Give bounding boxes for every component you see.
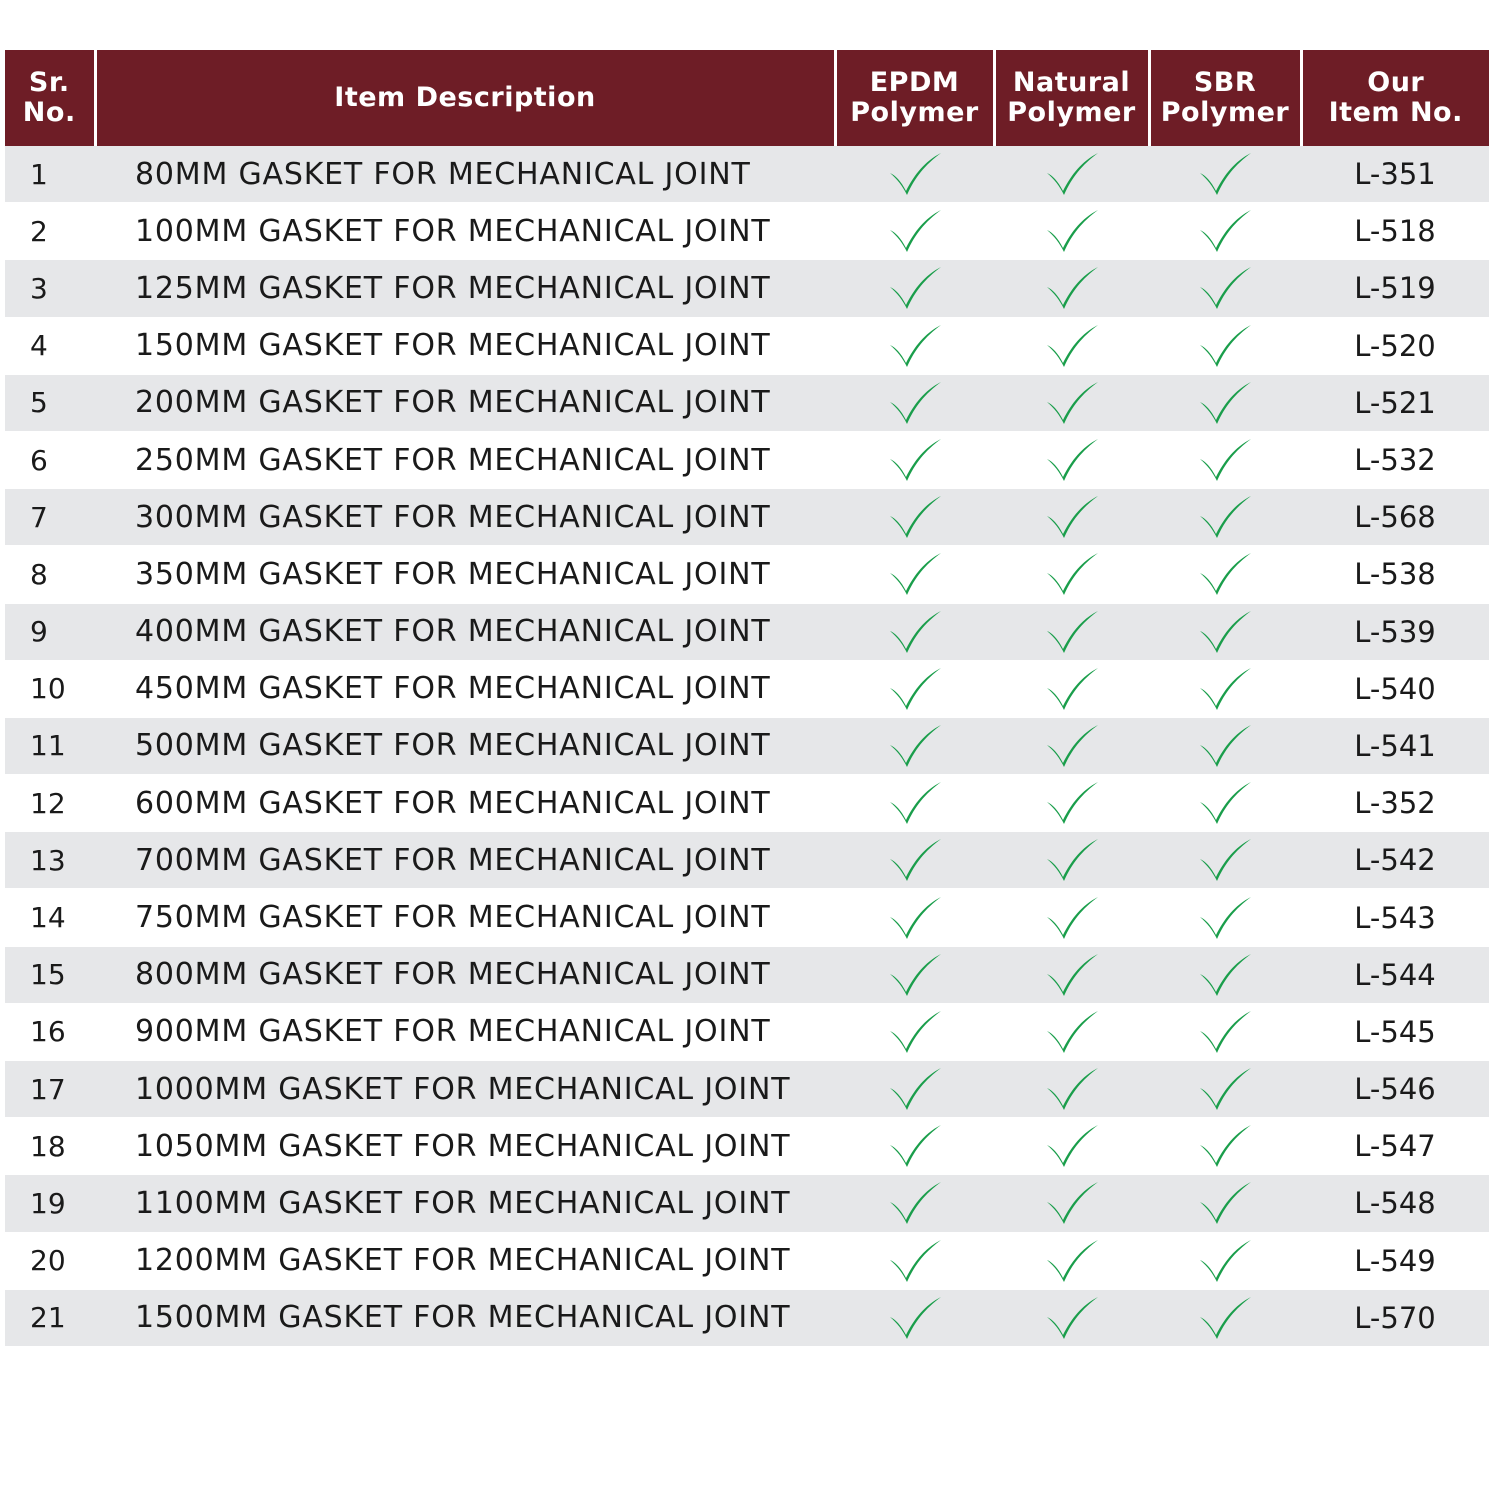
table-row bbox=[5, 317, 1489, 374]
cell-item-description: 400MM GASKET FOR MECHANICAL JOINT bbox=[95, 603, 835, 660]
checkmark-icon bbox=[1044, 437, 1100, 483]
cell-sr-no: 11 bbox=[5, 717, 95, 774]
table-row bbox=[5, 1003, 1489, 1060]
checkmark-icon bbox=[887, 551, 943, 597]
cell-item-description: 1050MM GASKET FOR MECHANICAL JOINT bbox=[95, 1118, 835, 1175]
cell-epdm-availability bbox=[835, 717, 994, 774]
cell-our-item-no: L-519 bbox=[1301, 260, 1489, 317]
cell-item-description: 125MM GASKET FOR MECHANICAL JOINT bbox=[95, 260, 835, 317]
table-row bbox=[5, 717, 1489, 774]
header-line: Polymer bbox=[850, 97, 979, 128]
cell-natural-availability bbox=[994, 1061, 1149, 1118]
cell-item-description: 500MM GASKET FOR MECHANICAL JOINT bbox=[95, 717, 835, 774]
cell-natural-availability bbox=[994, 603, 1149, 660]
cell-epdm-availability bbox=[835, 431, 994, 488]
table-row bbox=[5, 546, 1489, 603]
cell-our-item-no: L-544 bbox=[1301, 946, 1489, 1003]
table-row bbox=[5, 889, 1489, 946]
checkmark-icon bbox=[1197, 952, 1253, 998]
header-natural-polymer bbox=[994, 50, 1149, 146]
header-line: Natural bbox=[1012, 67, 1131, 98]
checkmark-icon bbox=[1044, 265, 1100, 311]
header-row bbox=[5, 50, 1489, 146]
cell-sbr-availability bbox=[1149, 1232, 1301, 1289]
cell-sbr-availability bbox=[1149, 203, 1301, 260]
cell-sr-no: 6 bbox=[5, 431, 95, 488]
checkmark-icon bbox=[887, 208, 943, 254]
cell-sbr-availability bbox=[1149, 317, 1301, 374]
cell-epdm-availability bbox=[835, 489, 994, 546]
table-body bbox=[5, 146, 1489, 1346]
checkmark-icon bbox=[1197, 609, 1253, 655]
cell-our-item-no: L-545 bbox=[1301, 1003, 1489, 1060]
cell-sbr-availability bbox=[1149, 889, 1301, 946]
header-line: SBR bbox=[1193, 67, 1257, 98]
header-our-item-no bbox=[1301, 50, 1489, 146]
checkmark-icon bbox=[887, 494, 943, 540]
table-row bbox=[5, 203, 1489, 260]
checkmark-icon bbox=[1044, 1180, 1100, 1226]
table-row bbox=[5, 1289, 1489, 1346]
cell-natural-availability bbox=[994, 431, 1149, 488]
cell-epdm-availability bbox=[835, 146, 994, 203]
checkmark-icon bbox=[1197, 1295, 1253, 1341]
cell-our-item-no: L-547 bbox=[1301, 1118, 1489, 1175]
cell-epdm-availability bbox=[835, 1061, 994, 1118]
checkmark-icon bbox=[887, 265, 943, 311]
cell-sbr-availability bbox=[1149, 546, 1301, 603]
cell-natural-availability bbox=[994, 1175, 1149, 1232]
cell-sr-no: 20 bbox=[5, 1232, 95, 1289]
cell-sr-no: 21 bbox=[5, 1289, 95, 1346]
cell-sr-no: 13 bbox=[5, 832, 95, 889]
table-row bbox=[5, 374, 1489, 431]
cell-sbr-availability bbox=[1149, 775, 1301, 832]
checkmark-icon bbox=[1197, 1180, 1253, 1226]
cell-item-description: 600MM GASKET FOR MECHANICAL JOINT bbox=[95, 775, 835, 832]
cell-sr-no: 18 bbox=[5, 1118, 95, 1175]
checkmark-icon bbox=[1197, 895, 1253, 941]
checkmark-icon bbox=[1197, 323, 1253, 369]
cell-sr-no: 19 bbox=[5, 1175, 95, 1232]
checkmark-icon bbox=[1044, 895, 1100, 941]
checkmark-icon bbox=[887, 952, 943, 998]
header-line: No. bbox=[22, 97, 76, 128]
cell-sbr-availability bbox=[1149, 431, 1301, 488]
cell-sr-no: 16 bbox=[5, 1003, 95, 1060]
cell-epdm-availability bbox=[835, 1175, 994, 1232]
cell-natural-availability bbox=[994, 260, 1149, 317]
cell-item-description: 1200MM GASKET FOR MECHANICAL JOINT bbox=[95, 1232, 835, 1289]
header-line: Polymer bbox=[1160, 97, 1290, 128]
cell-our-item-no: L-539 bbox=[1301, 603, 1489, 660]
cell-sbr-availability bbox=[1149, 1061, 1301, 1118]
cell-item-description: 250MM GASKET FOR MECHANICAL JOINT bbox=[95, 431, 835, 488]
cell-natural-availability bbox=[994, 546, 1149, 603]
cell-epdm-availability bbox=[835, 1232, 994, 1289]
checkmark-icon bbox=[1197, 666, 1253, 712]
checkmark-icon bbox=[887, 1180, 943, 1226]
cell-sr-no: 15 bbox=[5, 946, 95, 1003]
checkmark-icon bbox=[1044, 1295, 1100, 1341]
product-table-container bbox=[5, 50, 1489, 1347]
cell-sbr-availability bbox=[1149, 660, 1301, 717]
checkmark-icon bbox=[887, 151, 943, 197]
cell-natural-availability bbox=[994, 717, 1149, 774]
checkmark-icon bbox=[1044, 780, 1100, 826]
cell-natural-availability bbox=[994, 660, 1149, 717]
cell-item-description: 1000MM GASKET FOR MECHANICAL JOINT bbox=[95, 1061, 835, 1118]
checkmark-icon bbox=[1044, 494, 1100, 540]
cell-natural-availability bbox=[994, 146, 1149, 203]
table-header bbox=[5, 50, 1489, 146]
cell-sbr-availability bbox=[1149, 603, 1301, 660]
header-line: Item Description bbox=[334, 82, 596, 113]
cell-epdm-availability bbox=[835, 1118, 994, 1175]
cell-sbr-availability bbox=[1149, 717, 1301, 774]
checkmark-icon bbox=[1044, 1238, 1100, 1284]
checkmark-icon bbox=[1044, 609, 1100, 655]
checkmark-icon bbox=[887, 666, 943, 712]
cell-item-description: 300MM GASKET FOR MECHANICAL JOINT bbox=[95, 489, 835, 546]
checkmark-icon bbox=[887, 837, 943, 883]
cell-our-item-no: L-546 bbox=[1301, 1061, 1489, 1118]
cell-item-description: 100MM GASKET FOR MECHANICAL JOINT bbox=[95, 203, 835, 260]
cell-natural-availability bbox=[994, 489, 1149, 546]
cell-our-item-no: L-548 bbox=[1301, 1175, 1489, 1232]
checkmark-icon bbox=[887, 323, 943, 369]
cell-sbr-availability bbox=[1149, 946, 1301, 1003]
cell-epdm-availability bbox=[835, 946, 994, 1003]
table-row bbox=[5, 431, 1489, 488]
table-row bbox=[5, 775, 1489, 832]
checkmark-icon bbox=[1197, 494, 1253, 540]
cell-epdm-availability bbox=[835, 775, 994, 832]
gasket-product-table bbox=[5, 50, 1489, 1347]
cell-sr-no: 14 bbox=[5, 889, 95, 946]
cell-item-description: 80MM GASKET FOR MECHANICAL JOINT bbox=[95, 146, 835, 203]
header-epdm-polymer bbox=[835, 50, 994, 146]
cell-our-item-no: L-538 bbox=[1301, 546, 1489, 603]
cell-item-description: 1100MM GASKET FOR MECHANICAL JOINT bbox=[95, 1175, 835, 1232]
cell-item-description: 900MM GASKET FOR MECHANICAL JOINT bbox=[95, 1003, 835, 1060]
cell-epdm-availability bbox=[835, 1003, 994, 1060]
checkmark-icon bbox=[1044, 666, 1100, 712]
cell-sbr-availability bbox=[1149, 146, 1301, 203]
checkmark-icon bbox=[1197, 551, 1253, 597]
header-sr-no bbox=[5, 50, 95, 146]
checkmark-icon bbox=[887, 380, 943, 426]
checkmark-icon bbox=[1197, 151, 1253, 197]
cell-our-item-no: L-570 bbox=[1301, 1289, 1489, 1346]
header-line: Sr. bbox=[28, 67, 70, 98]
cell-epdm-availability bbox=[835, 660, 994, 717]
table-row bbox=[5, 489, 1489, 546]
cell-sr-no: 3 bbox=[5, 260, 95, 317]
cell-sr-no: 8 bbox=[5, 546, 95, 603]
table-row bbox=[5, 1232, 1489, 1289]
cell-our-item-no: L-543 bbox=[1301, 889, 1489, 946]
cell-sbr-availability bbox=[1149, 1289, 1301, 1346]
cell-our-item-no: L-520 bbox=[1301, 317, 1489, 374]
cell-natural-availability bbox=[994, 374, 1149, 431]
cell-item-description: 750MM GASKET FOR MECHANICAL JOINT bbox=[95, 889, 835, 946]
cell-item-description: 150MM GASKET FOR MECHANICAL JOINT bbox=[95, 317, 835, 374]
checkmark-icon bbox=[1197, 380, 1253, 426]
cell-sr-no: 12 bbox=[5, 775, 95, 832]
cell-natural-availability bbox=[994, 775, 1149, 832]
cell-natural-availability bbox=[994, 203, 1149, 260]
cell-our-item-no: L-352 bbox=[1301, 775, 1489, 832]
cell-sbr-availability bbox=[1149, 832, 1301, 889]
cell-epdm-availability bbox=[835, 260, 994, 317]
checkmark-icon bbox=[887, 780, 943, 826]
header-line: Item No. bbox=[1328, 97, 1463, 128]
cell-our-item-no: L-568 bbox=[1301, 489, 1489, 546]
cell-our-item-no: L-540 bbox=[1301, 660, 1489, 717]
checkmark-icon bbox=[1197, 1009, 1253, 1055]
header-line: EPDM bbox=[869, 67, 960, 98]
cell-sr-no: 17 bbox=[5, 1061, 95, 1118]
checkmark-icon bbox=[887, 1295, 943, 1341]
cell-sbr-availability bbox=[1149, 1003, 1301, 1060]
cell-our-item-no: L-542 bbox=[1301, 832, 1489, 889]
checkmark-icon bbox=[1044, 551, 1100, 597]
cell-our-item-no: L-532 bbox=[1301, 431, 1489, 488]
table-row bbox=[5, 260, 1489, 317]
header-line: Our bbox=[1367, 67, 1425, 98]
checkmark-icon bbox=[1044, 151, 1100, 197]
checkmark-icon bbox=[1197, 208, 1253, 254]
cell-sbr-availability bbox=[1149, 260, 1301, 317]
cell-natural-availability bbox=[994, 832, 1149, 889]
cell-natural-availability bbox=[994, 946, 1149, 1003]
checkmark-icon bbox=[887, 723, 943, 769]
cell-our-item-no: L-518 bbox=[1301, 203, 1489, 260]
header-line: Polymer bbox=[1007, 97, 1136, 128]
checkmark-icon bbox=[1197, 1066, 1253, 1112]
cell-epdm-availability bbox=[835, 203, 994, 260]
checkmark-icon bbox=[887, 1123, 943, 1169]
table-row bbox=[5, 146, 1489, 203]
cell-epdm-availability bbox=[835, 889, 994, 946]
checkmark-icon bbox=[1044, 1123, 1100, 1169]
header-item-description bbox=[95, 50, 835, 146]
cell-our-item-no: L-549 bbox=[1301, 1232, 1489, 1289]
cell-sbr-availability bbox=[1149, 489, 1301, 546]
table-row bbox=[5, 603, 1489, 660]
table-row bbox=[5, 1118, 1489, 1175]
cell-sbr-availability bbox=[1149, 1175, 1301, 1232]
table-row bbox=[5, 660, 1489, 717]
table-row bbox=[5, 1061, 1489, 1118]
checkmark-icon bbox=[887, 1009, 943, 1055]
cell-item-description: 350MM GASKET FOR MECHANICAL JOINT bbox=[95, 546, 835, 603]
cell-sr-no: 5 bbox=[5, 374, 95, 431]
table-row bbox=[5, 832, 1489, 889]
cell-our-item-no: L-521 bbox=[1301, 374, 1489, 431]
cell-epdm-availability bbox=[835, 1289, 994, 1346]
checkmark-icon bbox=[887, 1066, 943, 1112]
cell-epdm-availability bbox=[835, 317, 994, 374]
checkmark-icon bbox=[1044, 1066, 1100, 1112]
cell-item-description: 1500MM GASKET FOR MECHANICAL JOINT bbox=[95, 1289, 835, 1346]
cell-epdm-availability bbox=[835, 832, 994, 889]
checkmark-icon bbox=[1197, 780, 1253, 826]
table-row bbox=[5, 946, 1489, 1003]
checkmark-icon bbox=[1197, 265, 1253, 311]
checkmark-icon bbox=[1197, 1238, 1253, 1284]
cell-epdm-availability bbox=[835, 546, 994, 603]
cell-our-item-no: L-351 bbox=[1301, 146, 1489, 203]
cell-sr-no: 9 bbox=[5, 603, 95, 660]
checkmark-icon bbox=[887, 895, 943, 941]
cell-item-description: 200MM GASKET FOR MECHANICAL JOINT bbox=[95, 374, 835, 431]
cell-item-description: 700MM GASKET FOR MECHANICAL JOINT bbox=[95, 832, 835, 889]
cell-natural-availability bbox=[994, 317, 1149, 374]
checkmark-icon bbox=[1044, 723, 1100, 769]
cell-natural-availability bbox=[994, 1289, 1149, 1346]
checkmark-icon bbox=[887, 1238, 943, 1284]
cell-natural-availability bbox=[994, 1232, 1149, 1289]
checkmark-icon bbox=[1044, 208, 1100, 254]
checkmark-icon bbox=[1044, 952, 1100, 998]
checkmark-icon bbox=[1044, 380, 1100, 426]
cell-item-description: 800MM GASKET FOR MECHANICAL JOINT bbox=[95, 946, 835, 1003]
checkmark-icon bbox=[887, 437, 943, 483]
checkmark-icon bbox=[887, 609, 943, 655]
cell-sr-no: 10 bbox=[5, 660, 95, 717]
cell-sr-no: 1 bbox=[5, 146, 95, 203]
table-row bbox=[5, 1175, 1489, 1232]
cell-sbr-availability bbox=[1149, 374, 1301, 431]
header-sbr-polymer bbox=[1149, 50, 1301, 146]
checkmark-icon bbox=[1044, 837, 1100, 883]
cell-epdm-availability bbox=[835, 603, 994, 660]
cell-sr-no: 4 bbox=[5, 317, 95, 374]
cell-our-item-no: L-541 bbox=[1301, 717, 1489, 774]
cell-epdm-availability bbox=[835, 374, 994, 431]
checkmark-icon bbox=[1044, 1009, 1100, 1055]
checkmark-icon bbox=[1197, 837, 1253, 883]
cell-natural-availability bbox=[994, 889, 1149, 946]
cell-natural-availability bbox=[994, 1118, 1149, 1175]
checkmark-icon bbox=[1197, 437, 1253, 483]
checkmark-icon bbox=[1197, 1123, 1253, 1169]
checkmark-icon bbox=[1044, 323, 1100, 369]
cell-sbr-availability bbox=[1149, 1118, 1301, 1175]
cell-sr-no: 7 bbox=[5, 489, 95, 546]
checkmark-icon bbox=[1197, 723, 1253, 769]
cell-natural-availability bbox=[994, 1003, 1149, 1060]
cell-item-description: 450MM GASKET FOR MECHANICAL JOINT bbox=[95, 660, 835, 717]
cell-sr-no: 2 bbox=[5, 203, 95, 260]
